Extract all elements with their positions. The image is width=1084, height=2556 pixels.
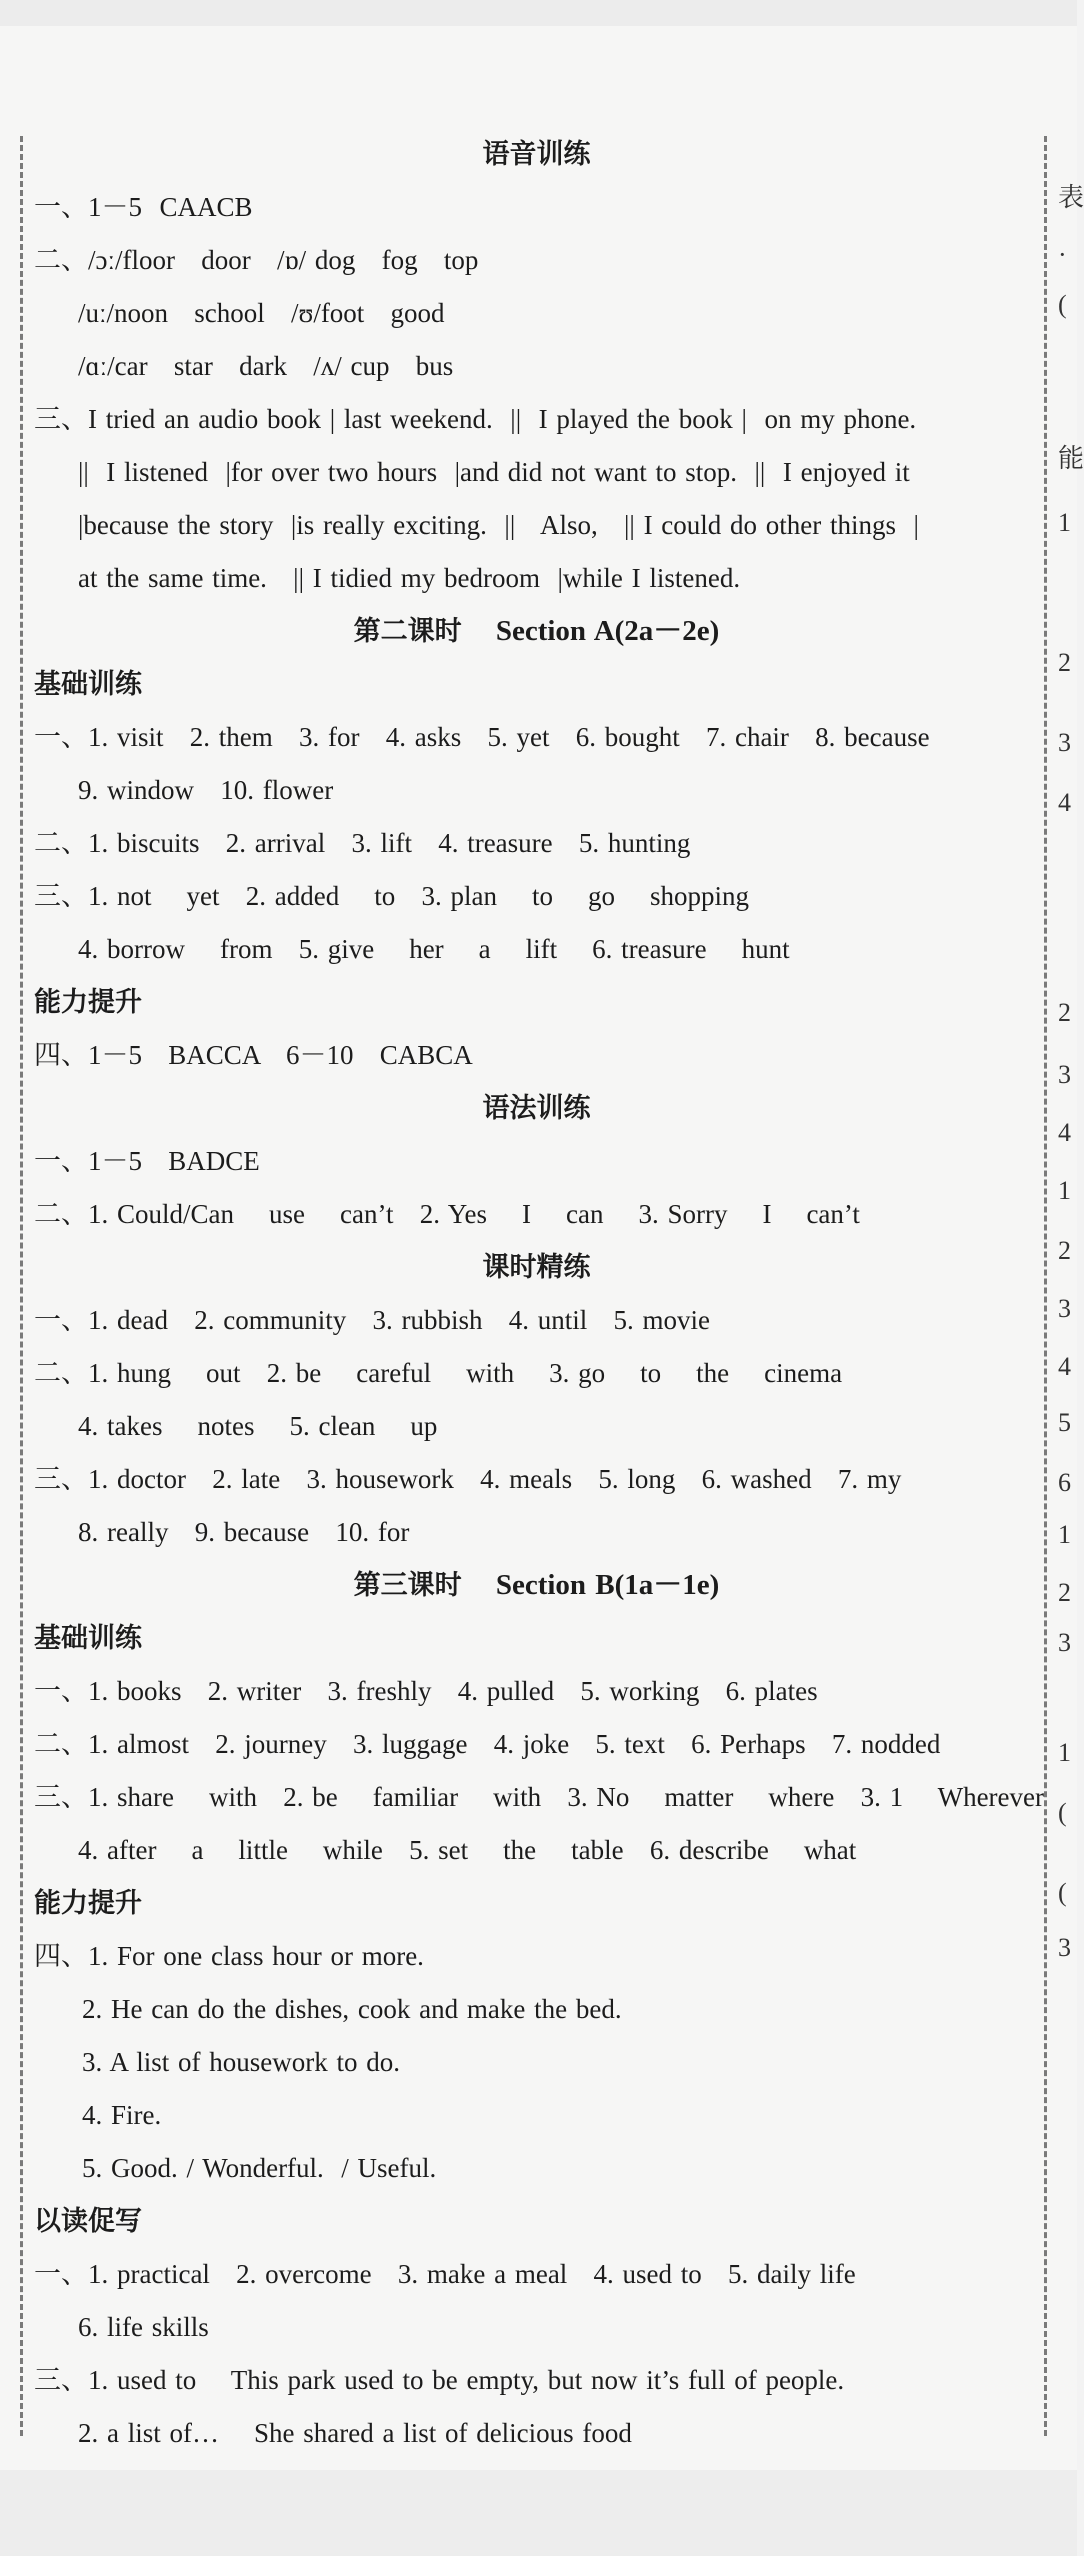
edge-mark: 2 <box>1058 1578 1071 1607</box>
subsection-heading: 以读促写 <box>34 2206 142 2237</box>
edge-mark: 1 <box>1058 1738 1071 1767</box>
answer-line: 三、1. not yet 2. added to 3. plan to go shopping <box>34 881 749 911</box>
answer-line: 一、1－5 BADCE <box>34 1146 260 1176</box>
answer-line: || I listened |for over two hours |and did not want to stop. || I enjoyed it <box>78 457 910 487</box>
answer-line: 四、1－5 BACCA 6－10 CABCA <box>34 1040 473 1070</box>
answer-line: 2. He can do the dishes, cook and make the bed. <box>82 1994 622 2024</box>
answer-line: 9. window 10. flower <box>78 775 334 805</box>
edge-mark: 4 <box>1058 788 1071 817</box>
answer-line: 2. a list of… She shared a list of delicious food <box>78 2418 632 2448</box>
edge-mark: 4 <box>1058 1118 1071 1147</box>
answer-line: 二、1. almost 2. journey 3. luggage 4. joke 5. text 6. Perhaps 7. nodded <box>34 1729 941 1759</box>
answer-line: 三、1. share with 2. be familiar with 3. No matter where 3. 1 Wherever <box>34 1782 1045 1812</box>
answer-line: 5. Good. / Wonderful. / Useful. <box>82 2153 437 2183</box>
answer-line: 一、1－5 CAACB <box>34 192 253 222</box>
section-title: 语法训练 <box>482 1093 591 1124</box>
answer-line: 6. life skills <box>78 2312 209 2342</box>
answer-line: 四、1. For one class hour or more. <box>34 1941 424 1971</box>
answer-line: 三、I tried an audio book | last weekend. || I played the book | on my phone. <box>34 404 917 434</box>
answer-line: 三、1. used to This park used to be empty, but now it’s full of people. <box>34 2365 845 2395</box>
edge-mark: · <box>1058 240 1067 269</box>
section-title: 课时精练 <box>482 1252 591 1283</box>
edge-mark: 表 <box>1058 183 1084 212</box>
answer-line: 4. borrow from 5. give her a lift 6. treasure hunt <box>78 934 790 964</box>
edge-mark: 5 <box>1058 1408 1071 1437</box>
edge-mark: 能 <box>1058 444 1084 473</box>
lesson-title-zh: 第三课时 <box>353 1570 496 1601</box>
answer-line: 3. A list of housework to do. <box>82 2047 401 2077</box>
subsection-heading: 能力提升 <box>34 987 142 1018</box>
edge-mark: ( <box>1058 1798 1067 1827</box>
edge-mark: 4 <box>1058 1352 1071 1381</box>
top-margin <box>0 0 1077 26</box>
subsection-heading: 基础训练 <box>34 669 142 700</box>
answer-line: /ɑː/car star dark /ʌ/ cup bus <box>78 351 454 381</box>
answer-line: 二、/ɔː/floor door /ɒ/ dog fog top <box>34 245 479 275</box>
subsection-heading: 能力提升 <box>34 1888 142 1919</box>
left-dashed-cut-line <box>20 136 23 2436</box>
edge-mark: 1 <box>1058 508 1071 537</box>
answer-line: 4. after a little while 5. set the table 6. describe what <box>78 1835 857 1865</box>
answer-line: 一、1. practical 2. overcome 3. make a meal 4. used to 5. daily life <box>34 2259 856 2289</box>
answer-line: 8. really 9. because 10. for <box>78 1517 410 1547</box>
answer-line: |because the story |is really exciting. || Also, || I could do other things | <box>78 510 919 540</box>
answer-content <box>34 128 1045 2460</box>
answer-line: 二、1. Could/Can use can’t 2. Yes I can 3. Sorry I can’t <box>34 1199 860 1229</box>
answer-line: 二、1. hung out 2. be careful with 3. go to the cinema <box>34 1358 843 1388</box>
edge-mark: ( <box>1058 290 1067 319</box>
lesson-title <box>34 1559 1039 1612</box>
edge-mark: 2 <box>1058 1236 1071 1265</box>
bottom-margin <box>0 2470 1077 2556</box>
edge-mark: 3 <box>1058 1628 1071 1657</box>
lesson-title-zh: 第二课时 <box>353 616 496 647</box>
answer-line: /uː/noon school /ʊ/foot good <box>78 298 445 328</box>
edge-mark: 3 <box>1058 728 1071 757</box>
answer-line: 4. Fire. <box>82 2100 162 2130</box>
edge-mark: 3 <box>1058 1294 1071 1323</box>
lesson-title <box>34 605 1039 658</box>
answer-line: 一、1. visit 2. them 3. for 4. asks 5. yet 6. bought 7. chair 8. because <box>34 722 930 752</box>
edge-mark: 2 <box>1058 998 1071 1027</box>
edge-mark: ( <box>1058 1878 1067 1907</box>
edge-mark: 1 <box>1058 1520 1071 1549</box>
answer-line: at the same time. || I tidied my bedroom |while I listened. <box>78 563 741 593</box>
subsection-heading: 基础训练 <box>34 1623 142 1654</box>
section-title: 语音训练 <box>482 139 591 170</box>
lesson-title-en: Section A(2a－2e) <box>495 615 720 647</box>
answer-line: 一、1. dead 2. community 3. rubbish 4. until 5. movie <box>34 1305 710 1335</box>
answer-line: 二、1. biscuits 2. arrival 3. lift 4. treasure 5. hunting <box>34 828 691 858</box>
answer-line: 三、1. doctor 2. late 3. housework 4. meals 5. long 6. washed 7. my <box>34 1464 902 1494</box>
answer-line: 4. takes notes 5. clean up <box>78 1411 438 1441</box>
edge-mark: 3 <box>1058 1933 1071 1962</box>
answer-line: 一、1. books 2. writer 3. freshly 4. pulled 5. working 6. plates <box>34 1676 818 1706</box>
right-dashed-cut-line <box>1044 136 1047 2436</box>
lesson-title-en: Section B(1a－1e) <box>495 1569 720 1601</box>
edge-mark: 2 <box>1058 648 1071 677</box>
edge-mark: 6 <box>1058 1468 1071 1497</box>
edge-mark: 1 <box>1058 1176 1071 1205</box>
edge-mark: 3 <box>1058 1060 1071 1089</box>
